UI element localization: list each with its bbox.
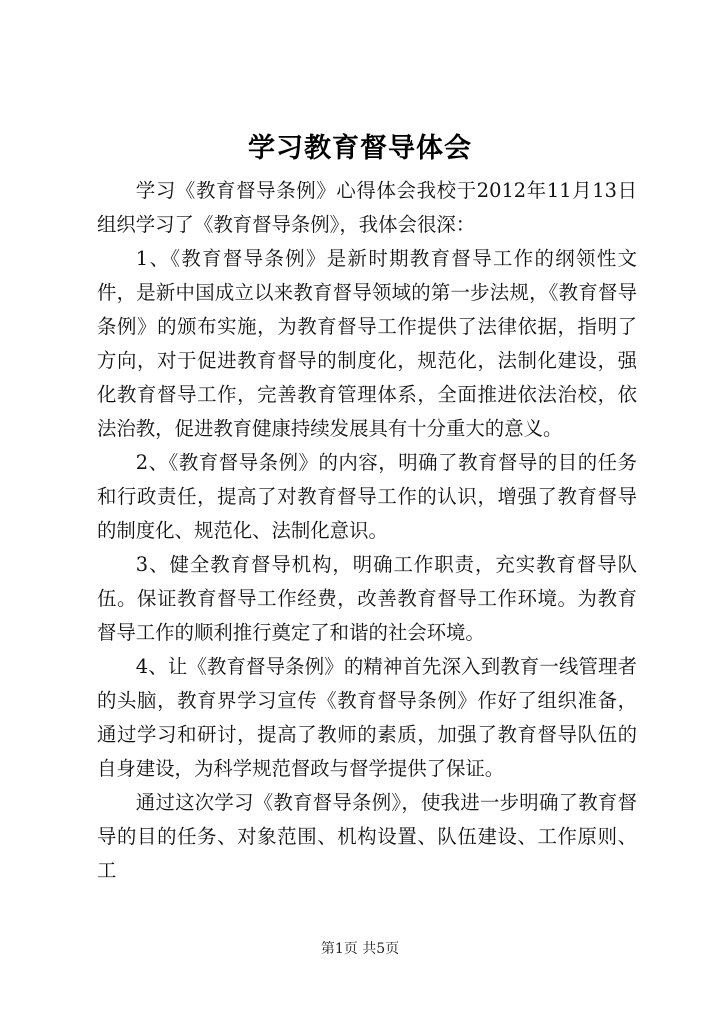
paragraph-point-1: 1、《教育督导条例》是新时期教育督导工作的纲领性文件，是新中国成立以来教育督导领域的第一步法规，《教育督导条例》的颁布实施，为教育督导工作提供了法律依据，指明了方向，对于促进教育督导的制度化，规范化，法制化建设，强化教育督导工作，完善教育管理体系，全面推进依法治校，依法治教，促进教育健康持续发展具有十分重大的意义。 xyxy=(97,247,637,440)
document-title: 学习教育督导体会 xyxy=(248,133,472,164)
paragraph-conclusion: 通过这次学习《教育督导条例》，使我进一步明确了教育督导的目的任务、对象范围、机构设置、队伍建设、工作原则、工 xyxy=(97,791,637,882)
document-body xyxy=(97,174,637,888)
paragraph-intro: 学习《教育督导条例》心得体会我校于2012年11月13日组织学习了《教育督导条例》，我体会很深： xyxy=(97,179,637,236)
paragraph-point-4: 4、让《教育督导条例》的精神首先深入到教育一线管理者的头脑，教育界学习宣传《教育督导条例》作好了组织准备，通过学习和研讨，提高了教师的素质，加强了教育督导队伍的自身建设，为科学规范督政与督学提供了保证。 xyxy=(97,655,637,780)
paragraph-point-3: 3、健全教育督导机构，明确工作职责，充实教育督导队伍。保证教育督导工作经费，改善教育督导工作环境。为教育督导工作的顺利推行奠定了和谐的社会环境。 xyxy=(97,553,637,644)
page-number-footer: 第1页 共5页 xyxy=(320,941,400,957)
paragraph-point-2: 2、《教育督导条例》的内容，明确了教育督导的目的任务和行政责任，提高了对教育督导工作的认识，增强了教育督导的制度化、规范化、法制化意识。 xyxy=(97,451,637,542)
